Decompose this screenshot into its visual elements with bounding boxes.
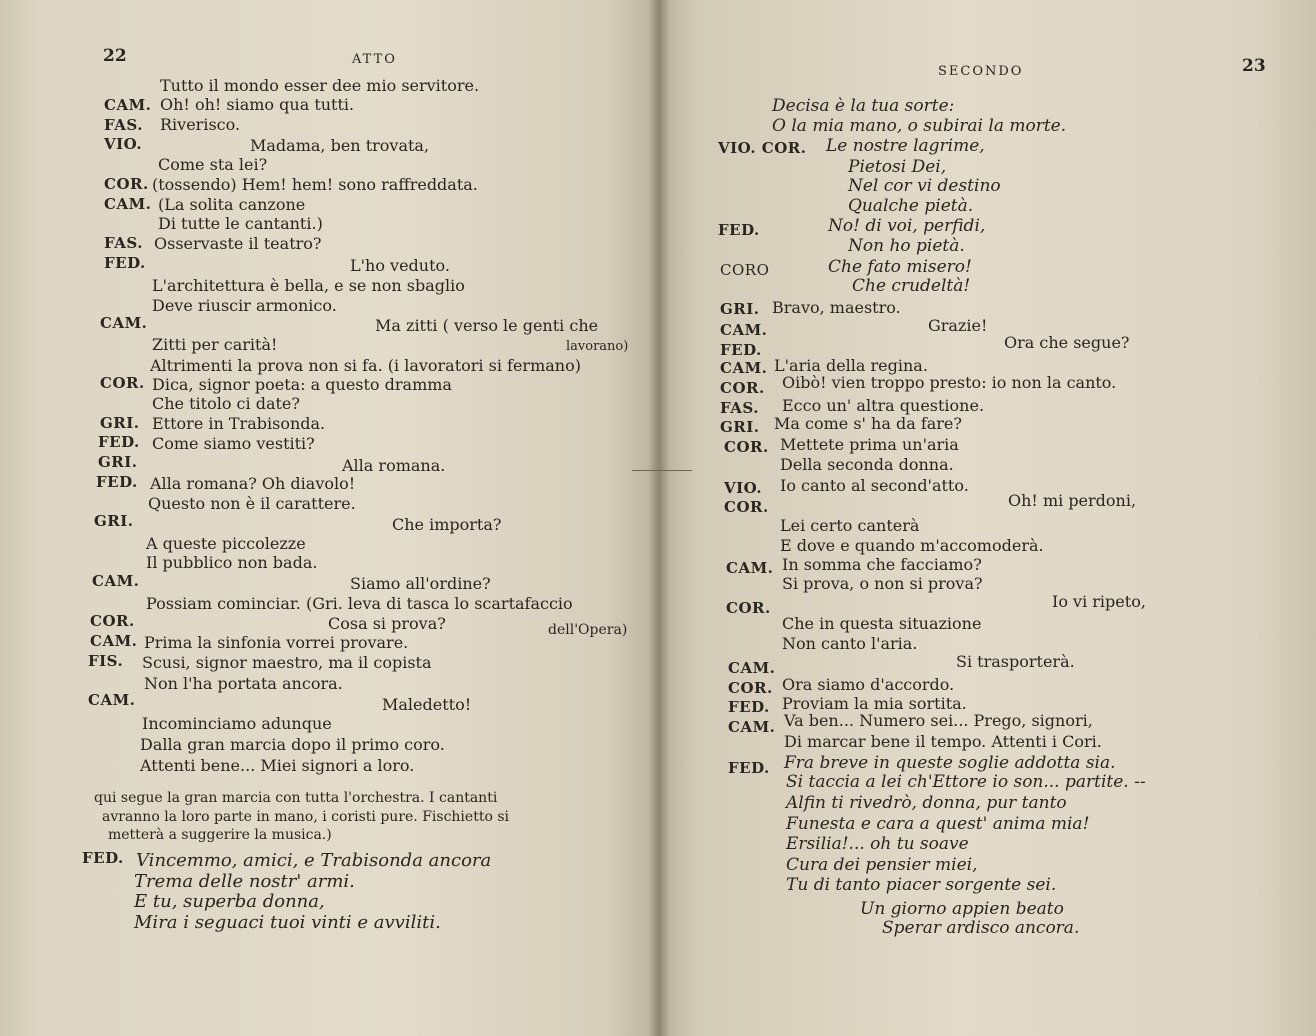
text-line: Come siamo vestiti? xyxy=(152,434,315,453)
text-line: L'ho veduto. xyxy=(350,256,450,275)
text-line: E tu, superba donna, xyxy=(134,891,325,912)
speaker: CAM. xyxy=(720,359,768,377)
speaker: FAS. xyxy=(104,234,143,252)
text-line: Io vi ripeto, xyxy=(1052,592,1146,611)
speaker: FED. xyxy=(720,341,762,359)
text-line: Io canto al second'atto. xyxy=(780,476,969,495)
stage-direction: metterà a suggerire la musica.) xyxy=(108,827,332,843)
text-line: Attenti bene... Miei signori a loro. xyxy=(140,756,415,775)
text-line: Incominciamo adunque xyxy=(142,714,332,733)
speaker: GRI. xyxy=(720,300,760,318)
text-line: Scusi, signor maestro, ma il copista xyxy=(142,653,432,672)
running-head: SECONDO xyxy=(938,64,1024,79)
speaker: COR. xyxy=(104,175,149,193)
text-line: Si trasporterà. xyxy=(956,652,1075,671)
text-line: Dalla gran marcia dopo il primo coro. xyxy=(140,735,445,754)
text-line: Si taccia a lei ch'Ettore io son... partite. -- xyxy=(786,772,1146,792)
text-line: Non ho pietà. xyxy=(848,236,965,256)
text-line: Trema delle nostr' armi. xyxy=(134,871,355,892)
speaker: COR. xyxy=(720,379,765,397)
speaker: FAS. xyxy=(720,399,759,417)
book-gutter xyxy=(648,0,670,1036)
text-line: Oh! oh! siamo qua tutti. xyxy=(160,95,355,114)
text-line: Alla romana. xyxy=(342,456,446,475)
text-line: Ettore in Trabisonda. xyxy=(152,414,326,433)
text-line: L'aria della regina. xyxy=(774,356,928,375)
text-line: Maledetto! xyxy=(382,695,472,714)
text-line: Che crudeltà! xyxy=(852,276,971,296)
speaker: CAM. xyxy=(720,321,768,339)
text-line: Zitti per carità! xyxy=(152,335,278,354)
text-line: Di tutte le cantanti.) xyxy=(158,214,323,233)
text-line: Altrimenti la prova non si fa. (i lavoratori si fermano) xyxy=(150,356,581,375)
stage-direction: avranno la loro parte in mano, i coristi pure. Fischietto si xyxy=(102,809,509,825)
speaker: COR. xyxy=(728,679,773,697)
text-line: Siamo all'ordine? xyxy=(350,574,491,593)
text-line: Qualche pietà. xyxy=(848,196,974,216)
text-line: Nel cor vi destino xyxy=(848,176,1001,196)
running-head: ATTO xyxy=(352,52,397,67)
speaker: FED. xyxy=(718,221,760,239)
text-line: Oh! mi perdoni, xyxy=(1008,491,1137,510)
stage-direction: qui segue la gran marcia con tutta l'orchestra. I cantanti xyxy=(94,790,498,806)
speaker: CORO xyxy=(720,261,770,279)
speaker: COR. xyxy=(724,498,769,516)
speaker: CAM. xyxy=(104,195,152,213)
right-page xyxy=(660,0,1316,1036)
text-line: Proviam la mia sortita. xyxy=(782,694,967,713)
text-line: Osservaste il teatro? xyxy=(154,234,322,253)
text-line: Alla romana? Oh diavolo! xyxy=(150,474,356,493)
text-line: O la mia mano, o subirai la morte. xyxy=(772,116,1067,136)
speaker: CAM. xyxy=(88,691,136,709)
text-line: Alfin ti rivedrò, donna, pur tanto xyxy=(786,793,1067,813)
speaker: CAM. xyxy=(100,314,148,332)
text-line: Prima la sinfonia vorrei provare. xyxy=(144,633,409,652)
page-number: 23 xyxy=(1242,56,1266,76)
text-line: Che fato misero! xyxy=(828,257,972,277)
text-line: Dica, signor poeta: a questo dramma xyxy=(152,375,452,394)
speaker: FED. xyxy=(728,759,770,777)
text-line: Lei certo canterà xyxy=(780,516,920,535)
text-line: Che importa? xyxy=(392,515,502,534)
speaker: VIO. xyxy=(724,479,763,497)
stage-direction: lavorano) xyxy=(566,339,629,354)
text-line: (tossendo) Hem! hem! sono raffreddata. xyxy=(152,175,478,194)
text-line: A queste piccolezze xyxy=(146,534,306,553)
text-line: Della seconda donna. xyxy=(780,455,954,474)
text-line: Ora che segue? xyxy=(1004,333,1130,352)
speaker: COR. xyxy=(724,438,769,456)
text-line: Non canto l'aria. xyxy=(782,634,918,653)
speaker: COR. xyxy=(100,374,145,392)
speaker: FED. xyxy=(82,849,124,867)
text-line: Fra breve in queste soglie addotta sia. xyxy=(784,753,1116,773)
text-line: Deve riuscir armonico. xyxy=(152,296,337,315)
speaker: CAM. xyxy=(90,632,138,650)
text-line: Pietosi Dei, xyxy=(848,157,947,177)
speaker: GRI. xyxy=(100,414,140,432)
text-line: Tutto il mondo esser dee mio servitore. xyxy=(160,76,480,95)
text-line: Cura dei pensier miei, xyxy=(786,855,978,875)
text-line: Che titolo ci date? xyxy=(152,394,300,413)
text-line: Cosa si prova? xyxy=(328,614,446,633)
speaker: FIS. xyxy=(88,652,124,670)
speaker: GRI. xyxy=(720,418,760,436)
text-line: Funesta e cara a quest' anima mia! xyxy=(786,814,1090,834)
text-line: Sperar ardisco ancora. xyxy=(882,918,1080,938)
text-line: Un giorno appien beato xyxy=(860,899,1064,919)
speaker: FED. xyxy=(98,433,140,451)
text-line: Grazie! xyxy=(928,316,988,335)
speaker: CAM. xyxy=(104,96,152,114)
text-line: Ecco un' altra questione. xyxy=(782,396,985,415)
speaker: GRI. xyxy=(94,512,134,530)
speaker: FED. xyxy=(728,698,770,716)
text-line: E dove e quando m'accomoderà. xyxy=(780,536,1044,555)
speaker: CAM. xyxy=(726,559,774,577)
text-line: Ma zitti ( verso le genti che xyxy=(375,316,599,335)
text-line: (La solita canzone xyxy=(158,195,306,214)
text-line: Oibò! vien troppo presto: io non la canto. xyxy=(782,373,1117,392)
speaker: COR. xyxy=(90,612,135,630)
text-line: Le nostre lagrime, xyxy=(826,136,985,156)
speaker: GRI. xyxy=(98,453,138,471)
speaker: CAM. xyxy=(728,718,776,736)
text-line: Decisa è la tua sorte: xyxy=(772,96,955,116)
text-line: Si prova, o non si prova? xyxy=(782,574,983,593)
text-line: Bravo, maestro. xyxy=(772,298,901,317)
text-line: Va ben... Numero sei... Prego, signori, xyxy=(784,711,1093,730)
ornament-dash xyxy=(632,470,692,471)
text-line: Mira i seguaci tuoi vinti e avviliti. xyxy=(134,912,441,933)
text-line: Non l'ha portata ancora. xyxy=(144,674,343,693)
text-line: Che in questa situazione xyxy=(782,614,982,633)
text-line: Questo non è il carattere. xyxy=(148,494,356,513)
text-line: L'architettura è bella, e se non sbaglio xyxy=(152,276,465,295)
speaker: FAS. xyxy=(104,116,143,134)
stage-direction: dell'Opera) xyxy=(548,622,628,638)
text-line: Come sta lei? xyxy=(158,155,268,174)
text-line: Tu di tanto piacer sorgente sei. xyxy=(786,875,1057,895)
text-line: Ma come s' ha da fare? xyxy=(774,414,962,433)
page-number: 22 xyxy=(103,46,127,66)
speaker: VIO. xyxy=(104,135,143,153)
speaker: COR. xyxy=(726,599,771,617)
text-line: Mettete prima un'aria xyxy=(780,435,959,454)
text-line: Vincemmo, amici, e Trabisonda ancora xyxy=(136,850,492,871)
text-line: Possiam cominciar. (Gri. leva di tasca lo scartafaccio xyxy=(146,594,573,613)
text-line: Ersilia!... oh tu soave xyxy=(786,834,969,854)
speaker: FED. xyxy=(96,473,138,491)
text-line: No! di voi, perfidi, xyxy=(828,216,986,236)
speaker: CAM. xyxy=(728,659,776,677)
text-line: Di marcar bene il tempo. Attenti i Cori. xyxy=(784,732,1102,751)
speaker: VIO. COR. xyxy=(718,139,807,157)
text-line: In somma che facciamo? xyxy=(782,555,982,574)
text-line: Riverisco. xyxy=(160,115,241,134)
speaker: FED. xyxy=(104,254,146,272)
text-line: Ora siamo d'accordo. xyxy=(782,675,955,694)
speaker: CAM. xyxy=(92,572,140,590)
text-line: Madama, ben trovata, xyxy=(250,136,430,155)
text-line: Il pubblico non bada. xyxy=(146,553,318,572)
